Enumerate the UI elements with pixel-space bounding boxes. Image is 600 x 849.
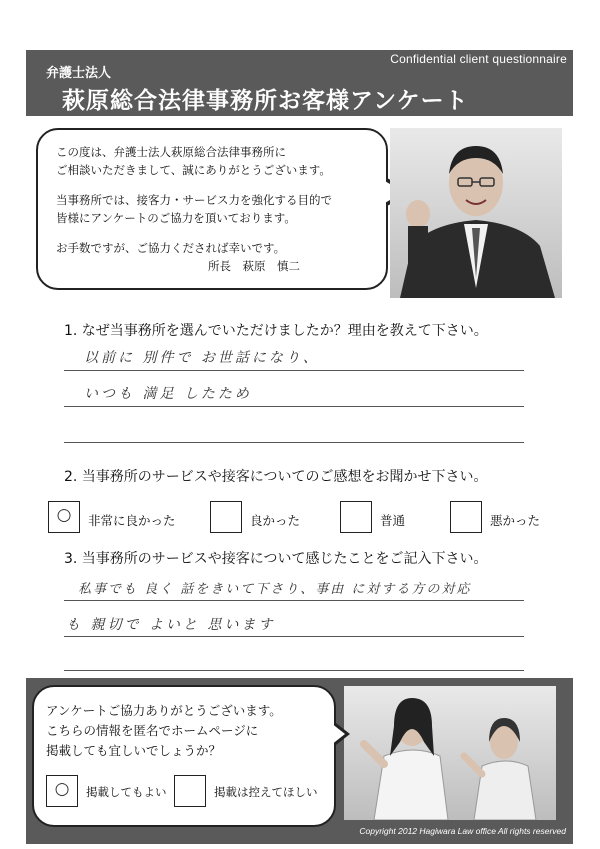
english-title: Confidential client questionnaire bbox=[390, 52, 567, 66]
q1-answer-line: 以前に 別件で お世話になり、 bbox=[84, 350, 320, 366]
q3-answer-line: 私事でも 良く 話をきいて下さり、事由 に対する方の対応 bbox=[78, 582, 472, 597]
page-title: 萩原総合法律事務所お客様アンケート bbox=[62, 88, 469, 114]
consent-line: こちらの情報を匿名でホームページに bbox=[46, 723, 259, 738]
rating-option-label: 非常に良かった bbox=[88, 513, 176, 528]
rating-checkbox-bad[interactable] bbox=[450, 501, 482, 533]
firm-type-label: 弁護士法人 bbox=[46, 66, 112, 81]
director-photo bbox=[390, 128, 562, 298]
question-3: 3. 当事務所のサービスや接客について感じたことをご記入下さい。 bbox=[64, 551, 488, 567]
answer-rule bbox=[64, 600, 524, 601]
consent-bubble bbox=[32, 685, 336, 827]
staff-figures-icon bbox=[344, 686, 556, 820]
answer-rule bbox=[64, 370, 524, 371]
rating-checkbox-good[interactable] bbox=[210, 501, 242, 533]
greeting-line: 当事務所では、接客力・サービス力を強化する目的で bbox=[56, 193, 332, 207]
consent-option-label: 掲載は控えてほしい bbox=[214, 785, 318, 799]
rating-option-label: 普通 bbox=[380, 513, 406, 528]
greeting-bubble bbox=[36, 128, 388, 290]
rating-checkbox-very-good[interactable] bbox=[48, 501, 80, 533]
q1-answer-line: いつも 満足 したため bbox=[84, 386, 252, 402]
greeting-line: ご相談いただきまして、誠にありがとうございます。 bbox=[56, 163, 331, 177]
rating-checkbox-average[interactable] bbox=[340, 501, 372, 533]
rating-option-label: 悪かった bbox=[490, 513, 541, 528]
header-banner bbox=[26, 50, 573, 116]
q3-answer-line: も 親切で よいと 思います bbox=[66, 617, 276, 633]
copyright-notice: Copyright 2012 Hagiwara Law office All rights reserved bbox=[359, 826, 566, 836]
answer-rule bbox=[64, 406, 524, 407]
consent-line: 掲載しても宜しいでしょうか？ bbox=[46, 743, 222, 758]
consent-checkbox-decline[interactable] bbox=[174, 775, 206, 807]
consent-line: アンケートご協力ありがとうございます。 bbox=[46, 703, 282, 718]
speech-tail-fill bbox=[331, 723, 345, 745]
consent-option-label: 掲載してもよい bbox=[86, 785, 167, 799]
greeting-line: この度は、弁護士法人萩原総合法律事務所に bbox=[56, 145, 286, 159]
rating-option-label: 良かった bbox=[250, 513, 301, 528]
staff-photo bbox=[344, 686, 556, 820]
answer-rule bbox=[64, 670, 524, 671]
answer-rule bbox=[64, 636, 524, 637]
director-figure-icon bbox=[390, 128, 562, 298]
answer-rule bbox=[64, 442, 524, 443]
circle-mark: ○ bbox=[56, 505, 72, 525]
director-signature: 所長 萩原 慎二 bbox=[208, 259, 300, 273]
consent-checkbox-allow[interactable] bbox=[46, 775, 78, 807]
greeting-line: お手数ですが、ご協力くだされば幸いです。 bbox=[56, 241, 286, 255]
greeting-line: 皆様にアンケートのご協力を頂いております。 bbox=[56, 211, 296, 225]
circle-mark: ○ bbox=[54, 779, 70, 799]
question-1: 1. なぜ当事務所を選んでいただけましたか？理由を教えて下さい。 bbox=[64, 323, 488, 339]
question-2: 2. 当事務所のサービスや接客についてのご感想をお聞かせ下さい。 bbox=[64, 469, 488, 485]
